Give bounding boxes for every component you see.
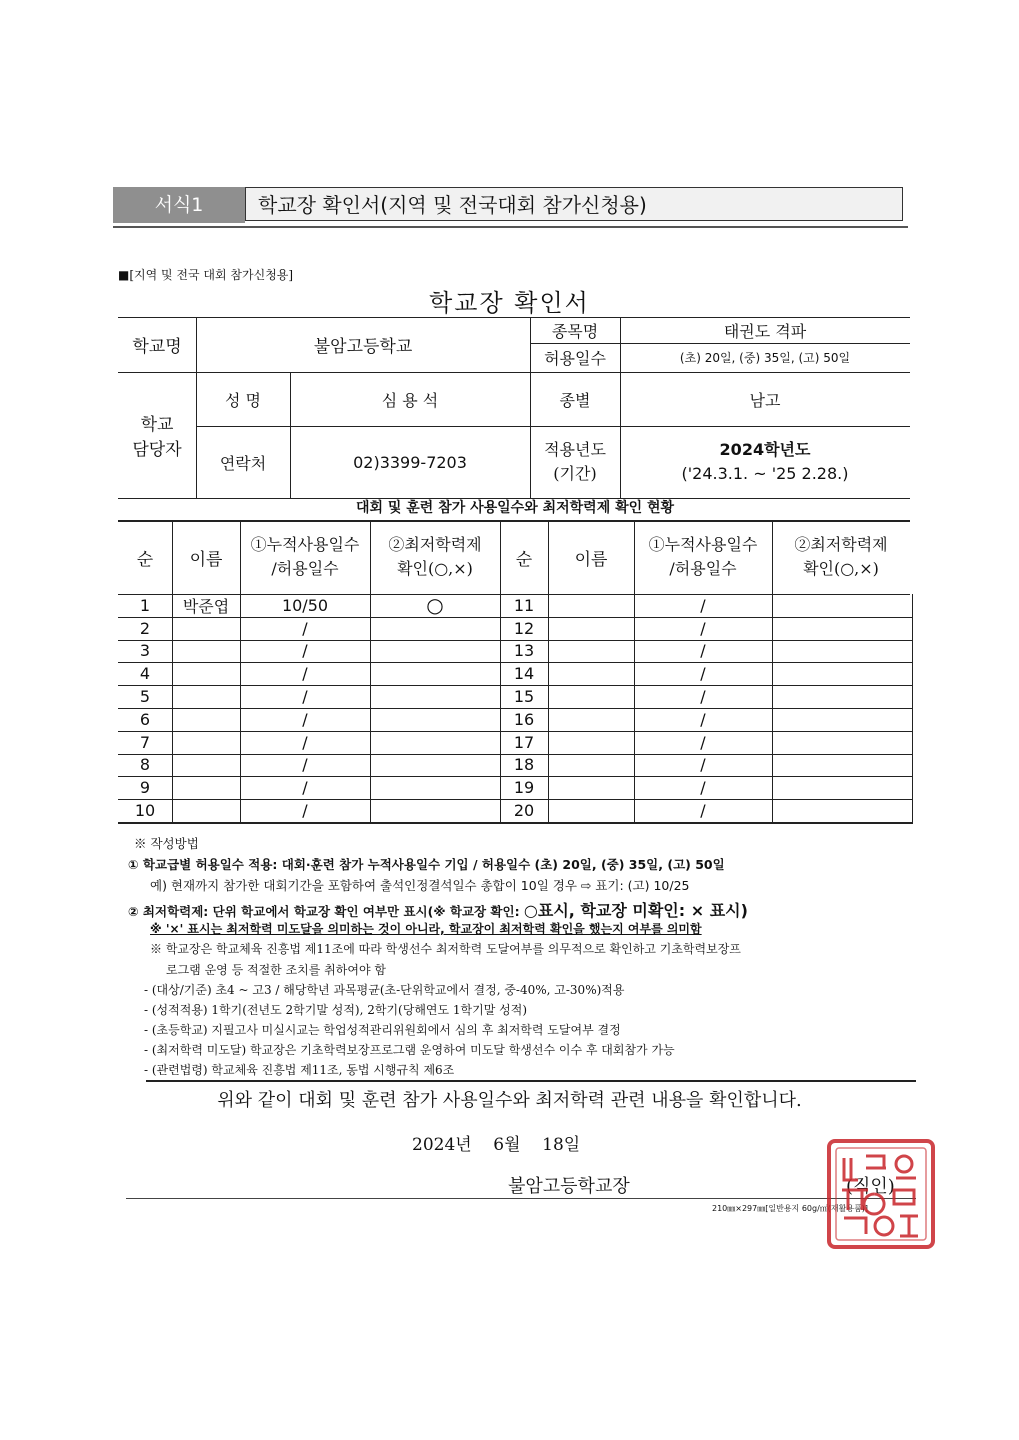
- row-number: 5: [139, 687, 151, 707]
- row-number: 15: [513, 687, 535, 707]
- col-header-name: 이름: [574, 549, 608, 570]
- days-used: /: [302, 687, 308, 707]
- academic-check: [772, 662, 910, 685]
- contact-label: 연락처: [219, 453, 267, 473]
- academic-check: [370, 708, 500, 731]
- row-number: 7: [139, 732, 151, 752]
- detail-grades: - (성적적용) 1학기(전년도 2학기말 성적), 2학기(당해연도 1학기말 성적): [144, 1003, 528, 1017]
- academic-check: [370, 799, 500, 822]
- student-name: [548, 731, 634, 754]
- student-name: [172, 776, 240, 799]
- year-value: 2024학년도 ('24.3.1. ~ '25 2.28.): [681, 440, 849, 483]
- row-number: 4: [139, 664, 151, 684]
- note-1-example: 예) 현재까지 참가한 대회기간을 포함하여 출석인정결석일수 총합이 10일 경우 ⇨ 표기: (고) 10/25: [150, 878, 690, 893]
- row-number: 9: [139, 778, 151, 798]
- detail-target: - (대상/기준) 초4 ~ 고3 / 해당학년 과목평균(초-단위학교에서 결정, 중-40%, 고-30%)적용: [144, 983, 625, 997]
- row-number: 11: [513, 595, 535, 615]
- row-number: 17: [513, 732, 535, 752]
- event-label: 종목명: [551, 321, 599, 341]
- school-label: 학교명: [132, 337, 182, 357]
- row-number: 8: [139, 755, 151, 775]
- student-name: [172, 640, 240, 663]
- row-number: 18: [513, 755, 535, 775]
- col-header-academic: ②최저학력제 확인(○,×): [794, 535, 888, 578]
- row-number: 6: [139, 709, 151, 729]
- note-1: ① 학교급별 허용일수 적용: 대회·훈련 참가 누적사용일수 기입 / 허용일수 (초) 20일, (중) 35일, (고) 50일: [128, 857, 725, 872]
- days-used: /: [700, 595, 706, 615]
- days-used: /: [302, 801, 308, 821]
- row-number: 20: [513, 801, 535, 821]
- academic-check: [772, 754, 910, 777]
- detail-law: - (관련법령) 학교체육 진흥법 제11조, 동법 시행규칙 제6조: [144, 1063, 455, 1077]
- table-title: 대회 및 훈련 참가 사용일수와 최저학력제 확인 현황: [355, 500, 675, 516]
- academic-check: [370, 685, 500, 708]
- allowed-label: 허용일수: [544, 349, 606, 368]
- academic-check: [772, 708, 910, 731]
- student-name: [172, 685, 240, 708]
- academic-check: [772, 640, 910, 663]
- student-name: [172, 617, 240, 640]
- gender-value: 남고: [749, 390, 781, 410]
- issue-date: 2024년 6월 18일: [412, 1135, 581, 1155]
- days-used: /: [302, 664, 308, 684]
- student-name: [548, 617, 634, 640]
- academic-check: [772, 594, 910, 617]
- academic-check: [370, 731, 500, 754]
- detail-elementary: - (초등학교) 지필고사 미실시교는 학업성적관리위원회에서 심의 후 최저학력 도달여부 결정: [144, 1023, 621, 1037]
- col-header-academic: ②최저학력제 확인(○,×): [388, 535, 482, 578]
- student-name: [548, 640, 634, 663]
- row-number: 2: [139, 618, 151, 638]
- days-used: /: [700, 709, 706, 729]
- academic-check: [370, 617, 500, 640]
- academic-check: [772, 776, 910, 799]
- detail-unmet: - (최저학력 미도달) 학교장은 기초학력보장프로그램 운영하여 미도달 학생선수 이수 후 대회참가 가능: [144, 1043, 675, 1057]
- manager-label: 학교 담당자: [132, 415, 182, 460]
- note-2: ② 최저학력제: 단위 학교에서 학교장 확인 여부만 표시(※ 학교장 확인: ○표시, 학교장 미확인: × 표시): [128, 901, 748, 920]
- form-header-title: 학교장 확인서(지역 및 전국대회 참가신청용): [245, 187, 903, 221]
- days-used: /: [302, 641, 308, 661]
- student-name: [172, 731, 240, 754]
- student-name: [548, 754, 634, 777]
- days-used: /: [302, 618, 308, 638]
- days-used: /: [700, 618, 706, 638]
- allowed-days: (초) 20일, (중) 35일, (고) 50일: [679, 351, 851, 365]
- student-name: [548, 594, 634, 617]
- form-tag: 서식1: [113, 187, 245, 223]
- gender-label: 종별: [559, 390, 591, 410]
- academic-check: [772, 731, 910, 754]
- days-used: /: [700, 801, 706, 821]
- section-label: ■[지역 및 전국 대회 참가신청용]: [118, 268, 294, 282]
- note-3: ※ '×' 표시는 최저학력 미도달을 의미하는 것이 아니라, 학교장이 최저학력 확인을 했는지 여부를 의미함: [150, 922, 702, 936]
- row-number: 10: [134, 801, 156, 821]
- row-number: 12: [513, 618, 535, 638]
- confirm-statement: 위와 같이 대회 및 훈련 참가 사용일수와 최저학력 관련 내용을 확인합니다.: [217, 1090, 802, 1111]
- days-used: /: [700, 664, 706, 684]
- days-used: /: [302, 755, 308, 775]
- student-name: 박준엽: [182, 596, 230, 616]
- days-used: /: [302, 778, 308, 798]
- col-header-days: ①누적사용일수 /허용일수: [250, 535, 360, 578]
- student-name: [172, 708, 240, 731]
- student-name: [548, 799, 634, 822]
- academic-check: ○: [426, 593, 444, 618]
- seal-mark: (직인): [846, 1176, 895, 1197]
- days-used: /: [700, 778, 706, 798]
- school-seal: [826, 1138, 936, 1250]
- student-name: [548, 685, 634, 708]
- divider: [113, 226, 908, 228]
- academic-check: [772, 617, 910, 640]
- col-header-name: 이름: [189, 549, 223, 570]
- row-number: 19: [513, 778, 535, 798]
- col-header-no: 순: [136, 549, 154, 570]
- contact-value: 02)3399-7203: [353, 452, 467, 472]
- row-number: 13: [513, 641, 535, 661]
- signer: 불암고등학교장: [508, 1176, 630, 1197]
- year-label: 적용년도 (기간): [544, 440, 606, 483]
- col-header-days: ①누적사용일수 /허용일수: [648, 535, 758, 578]
- student-name: [548, 708, 634, 731]
- academic-check: [772, 685, 910, 708]
- academic-check: [370, 754, 500, 777]
- academic-check: [370, 640, 500, 663]
- academic-check: [370, 776, 500, 799]
- days-used: /: [302, 732, 308, 752]
- paper-size: 210㎜×297㎜[일반용지 60g/㎡(재활용품)]: [712, 1204, 869, 1213]
- student-name: [548, 662, 634, 685]
- days-used: /: [700, 755, 706, 775]
- school-name: 불암고등학교: [313, 337, 413, 357]
- note-4: ※ 학교장은 학교체육 진흥법 제11조에 따라 학생선수 최저학력 도달여부를 의무적으로 확인하고 기초학력보장프: [150, 942, 741, 956]
- student-name: [172, 799, 240, 822]
- academic-check: [772, 799, 910, 822]
- row-number: 3: [139, 641, 151, 661]
- row-number: 1: [139, 595, 151, 615]
- days-used: /: [700, 687, 706, 707]
- student-name: [172, 662, 240, 685]
- student-name: [172, 754, 240, 777]
- days-used: /: [302, 709, 308, 729]
- days-used: /: [700, 641, 706, 661]
- form-header: [113, 187, 905, 223]
- name-label: 성 명: [225, 390, 261, 410]
- notes-heading: ※ 작성방법: [134, 836, 199, 851]
- manager-name: 심 용 석: [381, 390, 439, 410]
- row-number: 16: [513, 709, 535, 729]
- row-number: 14: [513, 664, 535, 684]
- days-used: /: [700, 732, 706, 752]
- event-name: 태권도 격파: [723, 321, 807, 341]
- days-used: 10/50: [281, 595, 329, 615]
- col-header-no: 순: [515, 549, 533, 570]
- student-name: [548, 776, 634, 799]
- doc-title: 학교장 확인서: [429, 289, 590, 317]
- academic-check: [370, 662, 500, 685]
- note-4-cont: 로그램 운영 등 적절한 조치를 취하여야 함: [166, 963, 386, 977]
